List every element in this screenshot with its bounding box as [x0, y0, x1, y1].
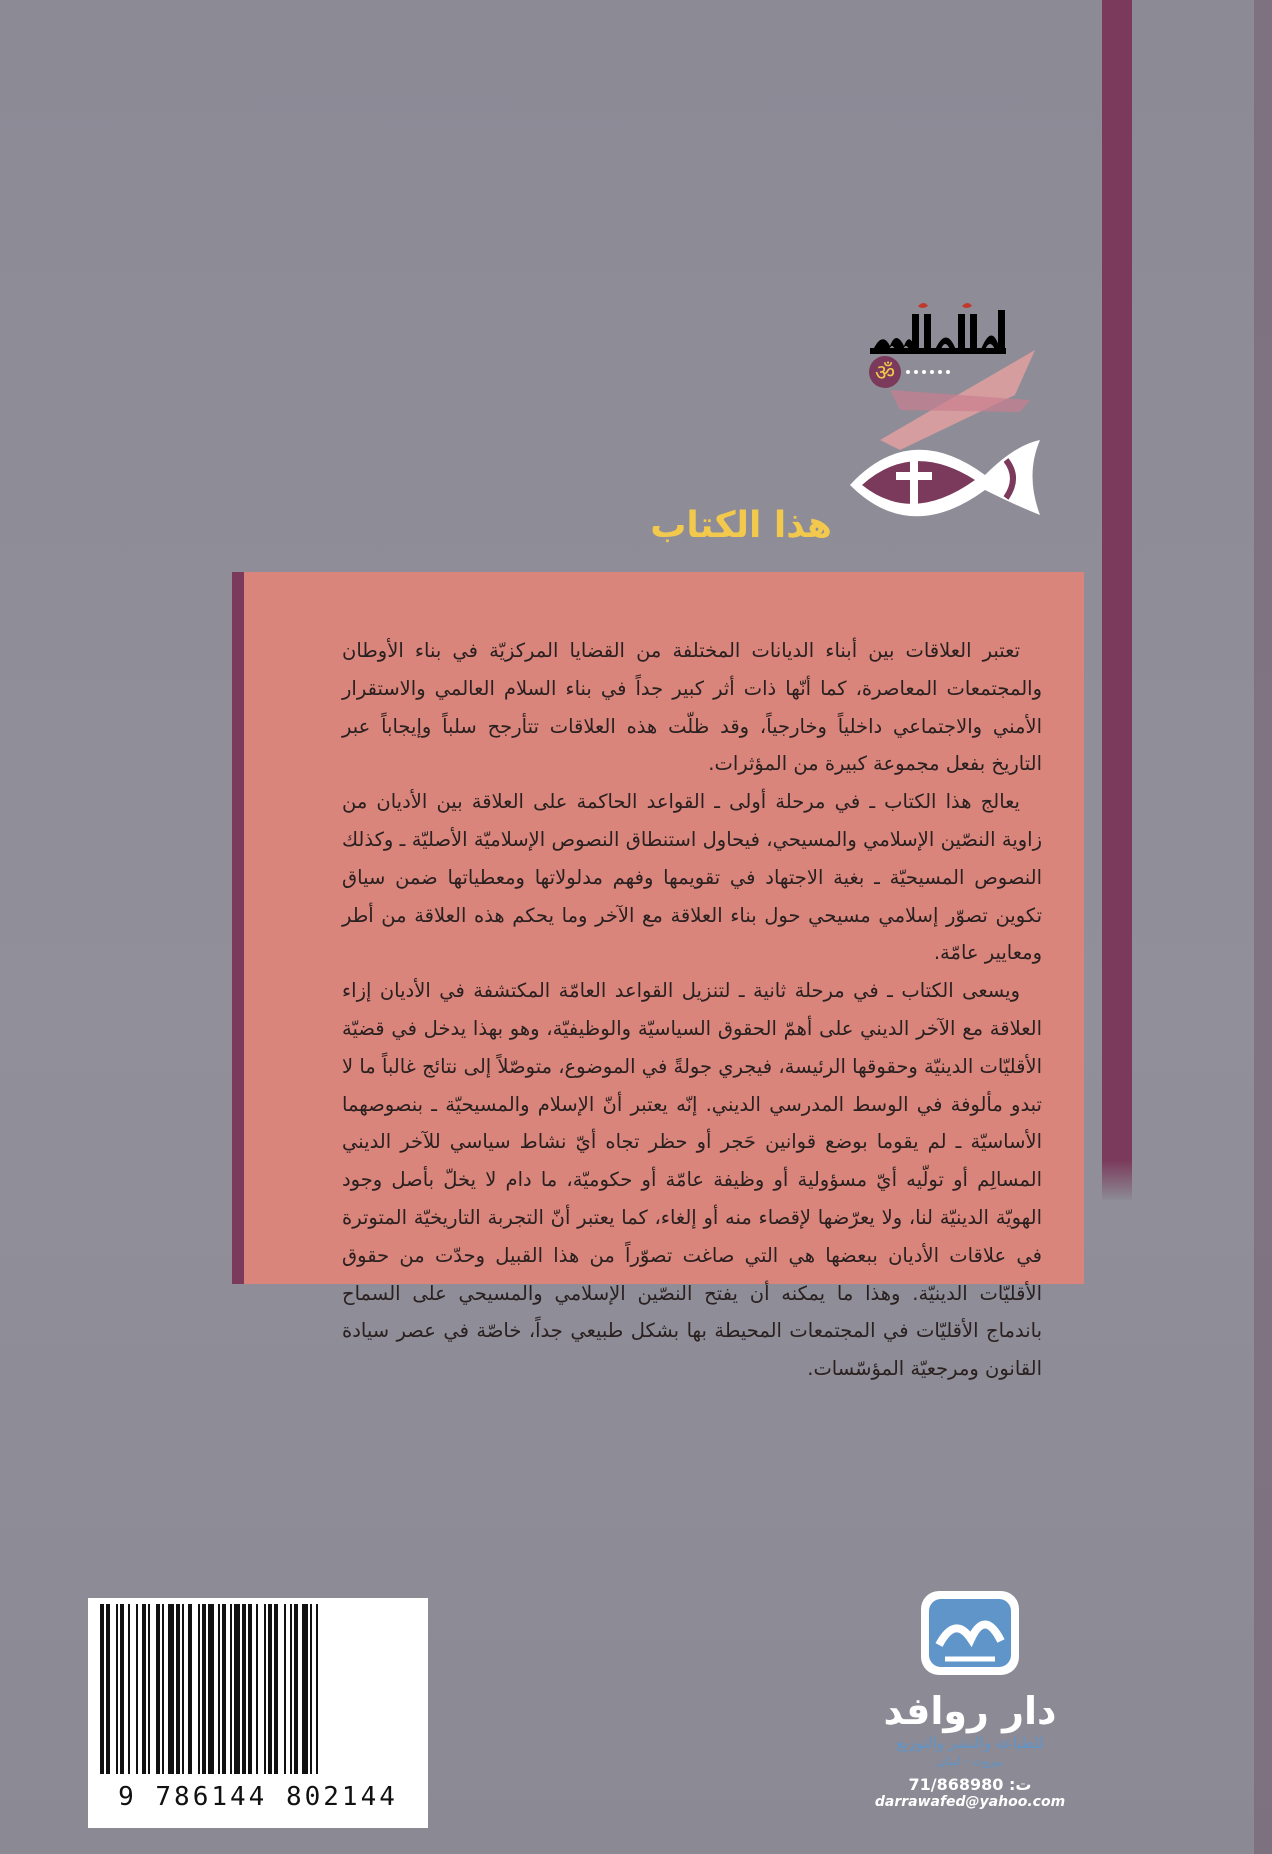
- barcode-bar: [256, 1604, 258, 1774]
- calligraphy-diacritic: [918, 303, 928, 308]
- barcode-bar: [148, 1604, 150, 1774]
- publisher-block: [820, 1585, 1120, 1845]
- publisher-logo: [915, 1585, 1025, 1685]
- barcode-bar: [294, 1604, 298, 1774]
- paragraph: يعالج هذا الكتاب ـ في مرحلة أولى ـ القواعد الحاكمة على العلاقة بين الأديان من زاوية النصّين الإسلامي والمسيحي، فيحاول استنطاق النصوص الإسلاميّة الأصليّة ـ وكذلك النصوص المسيحيّة ـ بغية الاجتهاد في تقويمها وفهم مدلولاتها ومعطياتها ضمن سياق تكوين تصوّر إسلامي مسيحي حول بناء العلاقة مع الآخر وما يحكم هذه العلاقة من أطر ومعايير عامّة.: [342, 790, 1042, 965]
- barcode-bar: [162, 1604, 164, 1774]
- barcode-bar: [310, 1604, 312, 1774]
- dotted-trail: [906, 370, 950, 374]
- svg-text:ॐ: ॐ: [874, 361, 896, 386]
- barcode-bar: [120, 1604, 124, 1774]
- spine-band: [1102, 0, 1132, 1160]
- barcode-bar: [142, 1604, 146, 1774]
- calligraphy-logo: [870, 310, 1006, 354]
- om-icon: [869, 356, 901, 388]
- section-title: هذا الكتاب: [650, 505, 832, 546]
- barcode-bar: [316, 1604, 318, 1774]
- isbn-number: 9 786144 802144: [118, 1782, 398, 1812]
- barcode-bar: [188, 1604, 192, 1774]
- barcode-bar: [116, 1604, 118, 1774]
- barcode-bar: [106, 1604, 110, 1774]
- publisher-location: بيروت - لبنان: [937, 1754, 1003, 1768]
- description-text: [342, 632, 1042, 1388]
- barcode-bar: [222, 1604, 226, 1774]
- barcode-bar: [136, 1604, 138, 1774]
- barcode-bar: [230, 1604, 232, 1774]
- religions-emblem: [830, 300, 1070, 570]
- barcode-bar: [268, 1604, 272, 1774]
- barcode-bar: [198, 1604, 200, 1774]
- barcode-bar: [302, 1604, 308, 1774]
- publisher-logo-icon: [915, 1585, 1025, 1685]
- barcode-bar: [156, 1604, 160, 1774]
- barcode-bar: [202, 1604, 206, 1774]
- barcode-bar: [218, 1604, 220, 1774]
- barcode-bars: [96, 1604, 420, 1774]
- publisher-email: darrawafed@yahoo.com: [874, 1794, 1066, 1810]
- barcode-bar: [182, 1604, 184, 1774]
- barcode-bar: [264, 1604, 266, 1774]
- barcode-bar: [234, 1604, 240, 1774]
- barcode-bar: [284, 1604, 286, 1774]
- barcode-bar: [176, 1604, 180, 1774]
- paragraph: تعتبر العلاقات بين أبناء الديانات المختلفة من القضايا المركزيّة في بناء الأوطان والمجتمعات المعاصرة، كما أنّها ذات أثر كبير جداً في بناء السلام العالمي والاستقرار الأمني والاجتماعي داخلياً وخارجياً، وقد ظلّت هذه العلاقات تتأرجح سلباً وإيجاباً عبر التاريخ بفعل مجموعة كبيرة من المؤثرات.: [342, 639, 1042, 776]
- publisher-name: دار روافد: [883, 1689, 1057, 1733]
- calligraphy-diacritic: [962, 303, 972, 308]
- barcode-bar: [168, 1604, 174, 1774]
- isbn-barcode: [88, 1598, 428, 1828]
- fish-cross-icon: [850, 440, 1040, 516]
- religions-emblem-graphic: [830, 300, 1070, 570]
- description-panel: [232, 572, 1084, 1381]
- barcode-bar: [248, 1604, 252, 1774]
- cover-edge: [1254, 0, 1272, 1854]
- barcode-bar: [274, 1604, 278, 1774]
- barcode-bar: [290, 1604, 292, 1774]
- barcode-bar: [242, 1604, 246, 1774]
- publisher-phone: ت: 71/868980: [908, 1775, 1032, 1794]
- barcode-bar: [128, 1604, 130, 1774]
- barcode-bar: [208, 1604, 214, 1774]
- paragraph: ويسعى الكتاب ـ في مرحلة ثانية ـ لتنزيل القواعد العامّة المكتشفة في الأديان إزاء العلاقة مع الآخر الديني على أهمّ الحقوق السياسيّة والوظيفيّة، وهو بهذا يدخل في قضيّة الأقليّات الدينيّة وحقوقها الرئيسة، فيجري جولةً في الموضوع، متوصّلاً إلى نتائج غالباً ما لا تبدو مألوفة في الوسط المدرسي الديني. إنّه يعتبر أنّ الإسلام والمسيحيّة ـ بنصوصهما الأساسيّة ـ لم يقوما بوضع قوانين حَجر أو حظر تجاه أيّ نشاط سياسي للآخر الديني المسالِم أو تولّيه أيّ مسؤولية أو وظيفة عامّة أو حكوميّة، ما دام لا يخلّ بأصل وجود الهويّة الدينيّة لنا، ولا يعرّضها لإقصاء منه أو إلغاء، كما يعتبر أنّ التجربة التاريخيّة المتوترة في علاقات الأديان ببعضها هي التي صاغت تصوّراً من هذا القبيل وحدّت من حقوق الأقليّات الدينيّة. وهذا ما يمكنه أن يفتح النصّين الإسلامي والمسيحي على السماح باندماج الأقليّات في المجتمعات المحيطة بها بشكل طبيعي جداً، خاصّة في عصر سيادة القانون ومرجعيّة المؤسّسات.: [342, 979, 1042, 1381]
- barcode-bar: [100, 1604, 104, 1774]
- publisher-subtitle: للطباعة والنشر والتوزيع: [896, 1734, 1044, 1752]
